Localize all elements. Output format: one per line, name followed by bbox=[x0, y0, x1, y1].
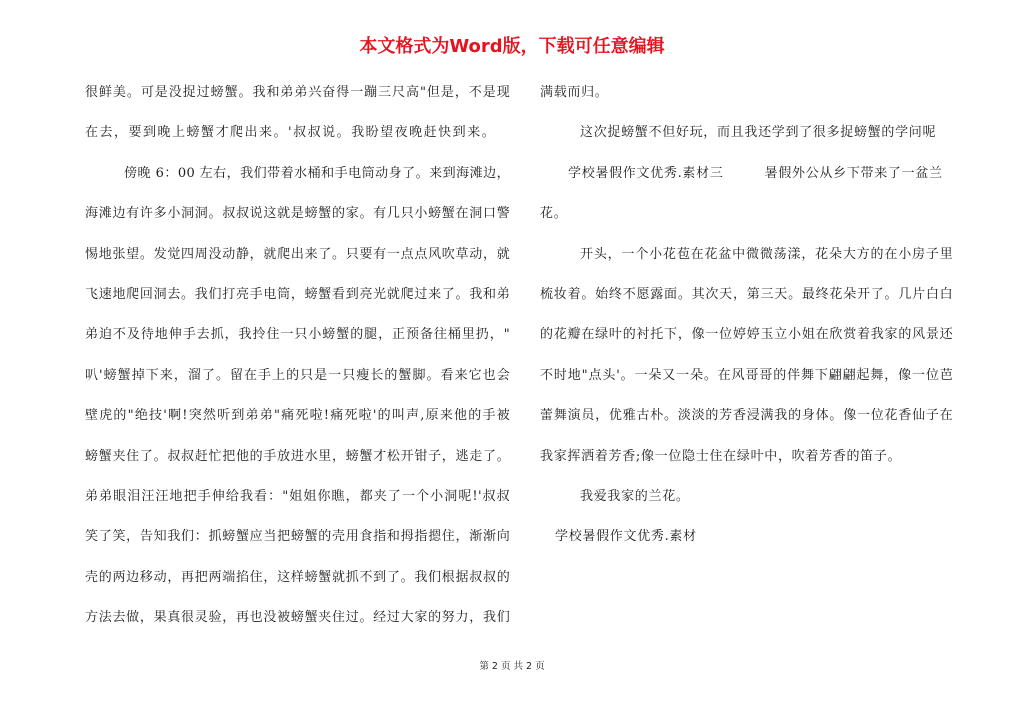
text-line: 叭'螃蟹掉下来，溜了。留在手上的只是一只瘦长的蟹脚。看来它也会 bbox=[85, 367, 510, 383]
text-line: 不时地"点头'。一朵又一朵。在风哥哥的伴舞下翩翩起舞，像一位芭 bbox=[540, 367, 953, 383]
page-number: 第 2 页 共 2 页 bbox=[479, 661, 545, 672]
text-line: 梳妆着。始终不愿露面。其次天，第三天。最终花朵开了。几片白白 bbox=[540, 286, 953, 302]
text-line: 开头，一个小花苞在花盆中微微荡漾，花朵大方的在小房子里 bbox=[580, 246, 953, 262]
text-line: 飞速地爬回洞去。我们打亮手电筒，螃蟹看到亮光就爬过来了。我和弟 bbox=[85, 286, 510, 302]
text-line: 蕾舞演员，优雅古朴。淡淡的芳香浸满我的身体。像一位花香仙子在 bbox=[540, 408, 953, 424]
essay-title-line: 学校暑假作文优秀.素材 bbox=[555, 529, 697, 545]
essay-title-line: 学校暑假作文优秀.素材三 暑假外公从乡下带来了一盆兰 bbox=[568, 165, 943, 181]
text-line: 在去，要到晚上螃蟹才爬出来。'叔叔说。我盼望夜晚赶快到来。 bbox=[85, 125, 495, 141]
text-line: 满载而归。 bbox=[540, 85, 609, 100]
text-line: 壳的两边移动，再把两端掐住，这样螃蟹就抓不到了。我们根据叔叔的 bbox=[85, 569, 510, 585]
text-line: 我家挥洒着芳香;像一位隐士住在绿叶中，吹着芳香的笛子。 bbox=[540, 448, 902, 464]
text-line: 螃蟹夹住了。叔叔赶忙把他的手放进水里，螃蟹才松开钳子，逃走了。 bbox=[85, 448, 510, 464]
text-line: 壁虎的"绝技'啊!突然听到弟弟"痛死啦!痛死啦'的叫声,原来他的手被 bbox=[85, 408, 510, 424]
text-line: 海滩边有许多小洞洞。叔叔说这就是螃蟹的家。有几只小螃蟹在洞口警 bbox=[85, 206, 510, 222]
left-column bbox=[85, 73, 510, 638]
text-line: 花。 bbox=[540, 206, 568, 222]
text-line: 我爱我家的兰花。 bbox=[580, 488, 690, 504]
right-column bbox=[540, 73, 953, 558]
text-line: 傍晚 6：00 左右，我们带着水桶和手电筒动身了。来到海滩边， bbox=[124, 165, 510, 181]
text-line: 弟迫不及待地伸手去抓，我拎住一只小螃蟹的腿，正预备往桶里扔，" bbox=[85, 327, 510, 343]
format-notice: 本文格式为Word版，下载可任意编辑 bbox=[359, 36, 665, 57]
text-line: 方法去做，果真很灵验，再也没被螃蟹夹住过。经过大家的努力，我们 bbox=[85, 610, 510, 626]
text-line: 这次捉螃蟹不但好玩，而且我还学到了很多捉螃蟹的学问呢 bbox=[580, 125, 937, 141]
text-line: 笑了笑，告知我们：抓螃蟹应当把螃蟹的壳用食指和拇指摁住，渐渐向 bbox=[85, 529, 510, 545]
text-line: 的花瓣在绿叶的衬托下，像一位婷婷玉立小姐在欣赏着我家的风景还 bbox=[540, 327, 953, 343]
text-line: 很鲜美。可是没捉过螃蟹。我和弟弟兴奋得一蹦三尺高"但是，不是现 bbox=[85, 85, 510, 100]
text-line: 惕地张望。发觉四周没动静，就爬出来了。只要有一点点风吹草动，就 bbox=[85, 246, 510, 262]
text-line: 弟弟眼泪汪汪地把手伸给我看："姐姐你瞧，都夹了一个小洞呢!'叔叔 bbox=[85, 488, 510, 504]
